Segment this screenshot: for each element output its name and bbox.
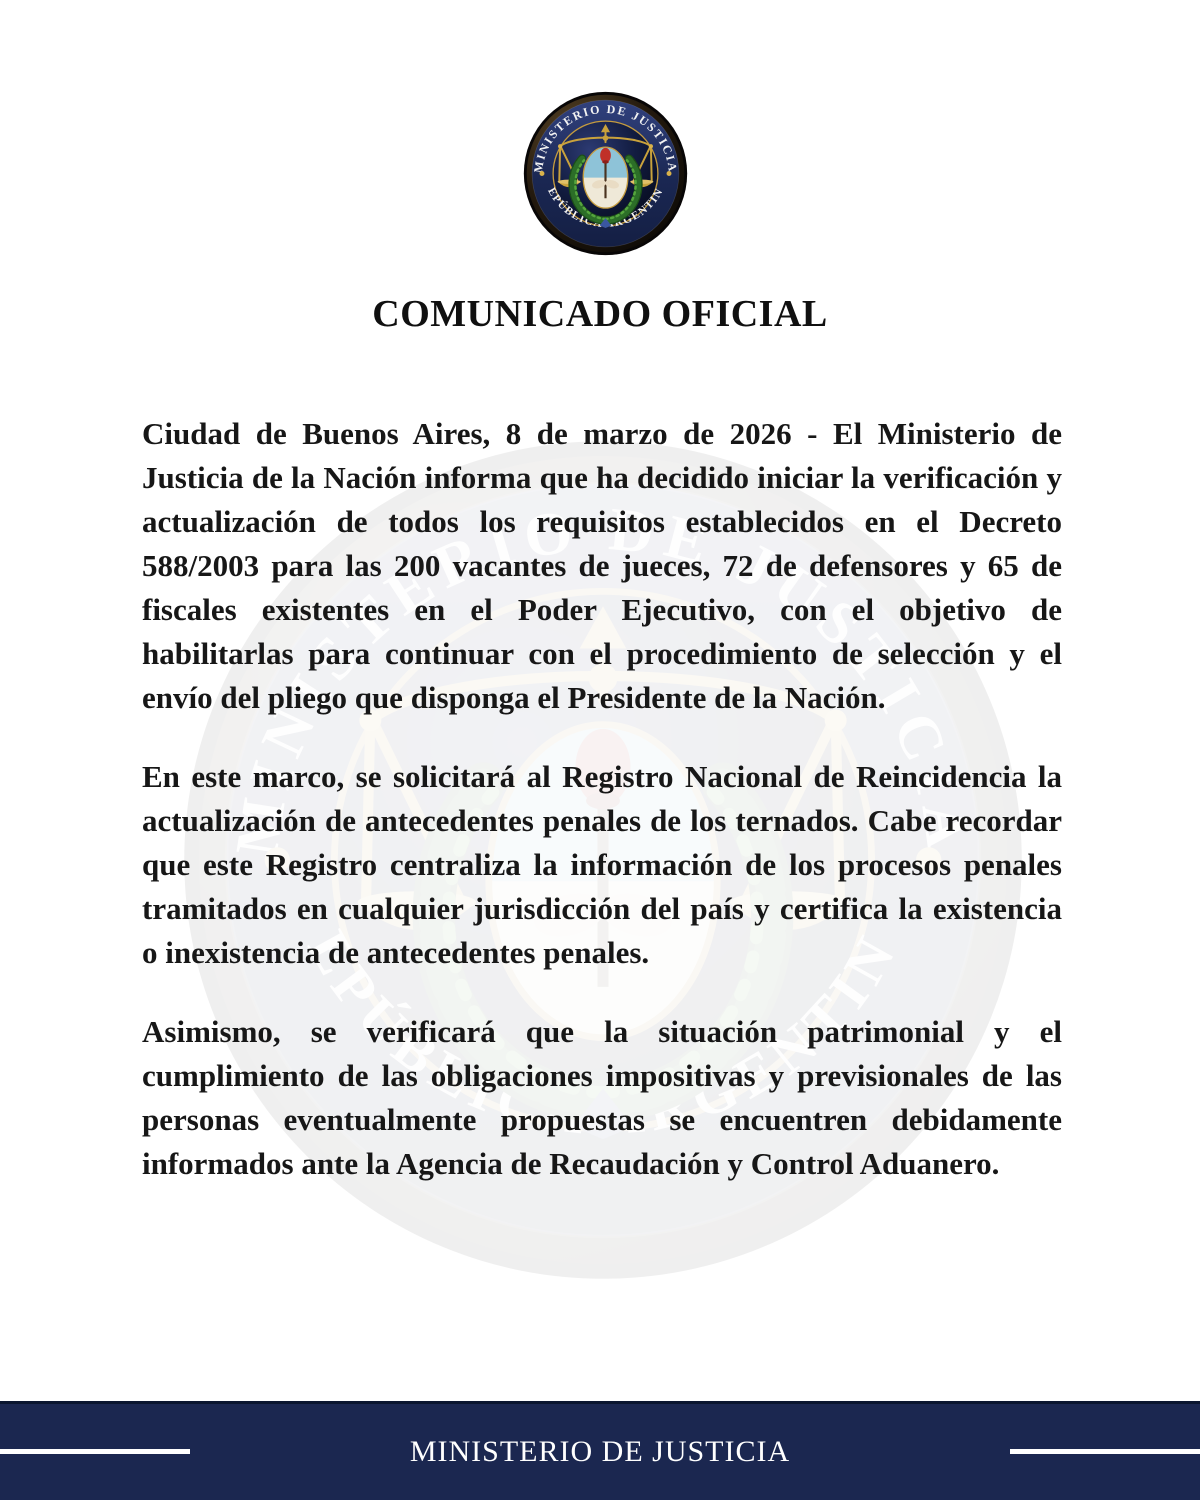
- page-title: COMUNICADO OFICIAL: [372, 293, 828, 335]
- body-paragraph-3: Asimismo, se verificará que la situación patrimonial y el cumplimiento de las obligaciones impositivas y previsionales de las personas eventualmente propuestas se encuentren debidamente informados ante la Agencia de Recaudación y Control Aduanero.: [142, 1014, 1062, 1181]
- communique-body: [142, 412, 1062, 1221]
- body-paragraph-1: Ciudad de Buenos Aires, 8 de marzo de 2026 - El Ministerio de Justicia de la Nación informa que ha decidido iniciar la verificación y actualización de todos los requisitos establecidos en el Decreto 588/2003 para las 200 vacantes de jueces, 72 de defensores y 65 de fiscales existentes en el Poder Ejecutivo, con el objetivo de habilitarlas para continuar con el procedimiento de selección y el envío del pliego que disponga el Presidente de la Nación.: [142, 416, 1062, 715]
- footer-rule-right: [1010, 1449, 1200, 1454]
- scales-of-justice-emblem-icon: [523, 91, 688, 256]
- ministry-seal-logo: [523, 91, 688, 256]
- body-paragraph-2: En este marco, se solicitará al Registro Nacional de Reincidencia la actualización de antecedentes penales de los ternados. Cabe recordar que este Registro centraliza la información de los procesos penales tramitados en cualquier jurisdicción del país y certifica la existencia o inexistencia de antecedentes penales.: [142, 759, 1062, 970]
- footer-title: MINISTERIO DE JUSTICIA: [409, 1435, 791, 1468]
- footer-bar: [0, 1401, 1200, 1500]
- footer-rule-left: [0, 1449, 190, 1454]
